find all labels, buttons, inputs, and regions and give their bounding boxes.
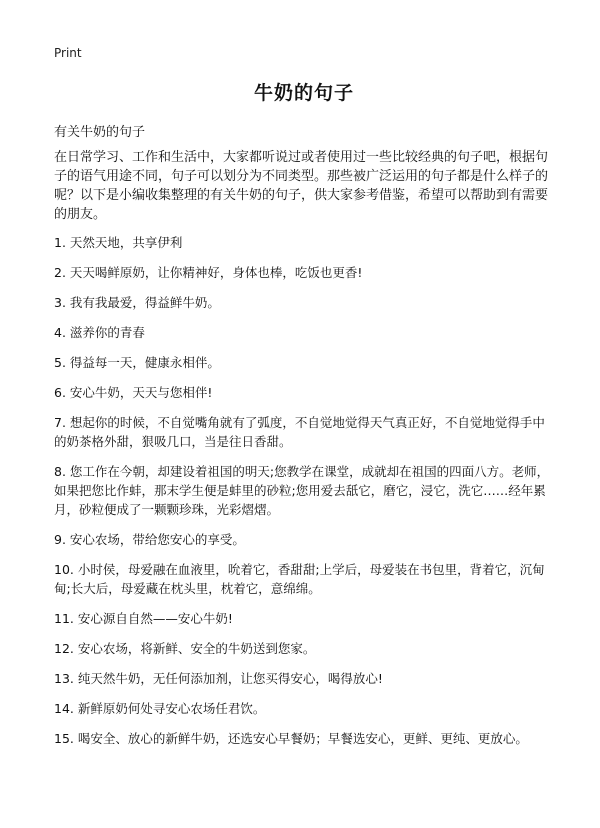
print-link[interactable]: Print: [54, 46, 82, 60]
list-item: 7. 想起你的时候，不自觉嘴角就有了弧度，不自觉地觉得天气真正好，不自觉地觉得手中的奶茶格外甜，狠吸几口，当是往日香甜。: [54, 415, 545, 449]
page-title: 牛奶的句子: [253, 82, 354, 104]
list-item: 15. 喝安全、放心的新鲜牛奶，还选安心早餐奶；早餐选安心，更鲜、更纯、更放心。: [54, 731, 528, 746]
intro-paragraph: 在日常学习、工作和生活中，大家都听说过或者使用过一些比较经典的句子吧，根据句子的语气用途不同，句子可以划分为不同类型。那些被广泛运用的句子都是什么样子的呢？以下是小编收集整理的有关牛奶的句子，供大家参考借鉴，希望可以帮助到有需要的朋友。: [54, 150, 549, 222]
list-item: 3. 我有我最爱，得益鲜牛奶。: [54, 295, 220, 310]
list-item: 9. 安心农场，带给您安心的享受。: [54, 532, 245, 547]
list-item: 10. 小时侯，母爱融在血液里，吮着它，香甜甜;上学后，母爱装在书包里，背着它，沉甸甸;长大后，母爱藏在枕头里，枕着它，意绵绵。: [54, 562, 545, 596]
list-item: 12. 安心农场，将新鲜、安全的牛奶送到您家。: [54, 641, 316, 656]
list-item: 11. 安心源自自然——安心牛奶!: [54, 611, 233, 626]
list-item: 1. 天然天地，共享伊利: [54, 235, 183, 250]
list-item: 5. 得益每一天，健康永相伴。: [54, 355, 220, 370]
sentence-list: [54, 233, 554, 759]
article-subtitle: 有关牛奶的句子: [54, 125, 146, 140]
list-item: 4. 滋养你的青春: [54, 325, 145, 340]
list-item: 14. 新鲜原奶何处寻安心农场任君饮。: [54, 701, 266, 716]
list-item: 6. 安心牛奶，天天与您相伴!: [54, 385, 213, 400]
list-item: 2. 天天喝鲜原奶，让你精神好，身体也棒，吃饭也更香!: [54, 265, 363, 280]
list-item: 8. 您工作在今朝，却建设着祖国的明天;您教学在课堂，成就却在祖国的四面八方。老师，如果把您比作蚌，那末学生便是蚌里的砂粒;您用爱去舐它，磨它，浸它，洗它……经年累月，砂粒便成了一颗颗珍珠，光彩熠熠。: [54, 464, 550, 517]
list-item: 13. 纯天然牛奶，无任何添加剂，让您买得安心，喝得放心!: [54, 671, 383, 686]
